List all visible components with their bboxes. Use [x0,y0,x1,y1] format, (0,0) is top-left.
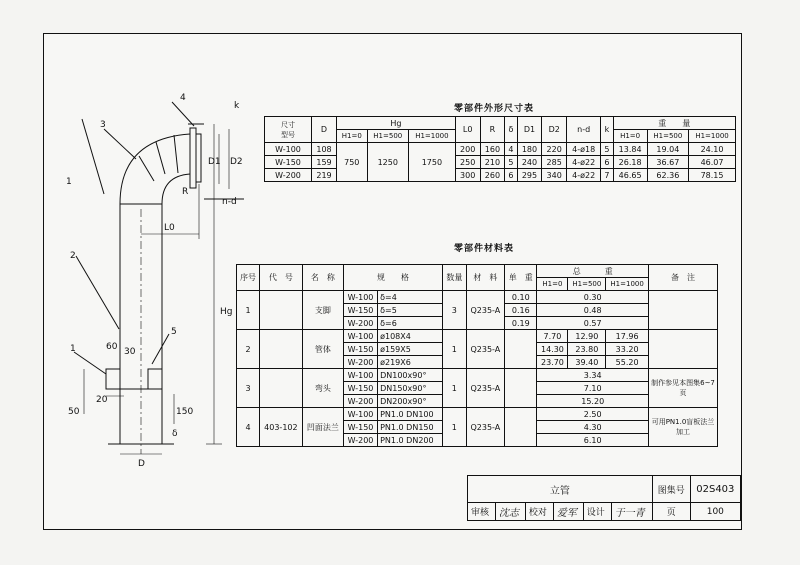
page-label: 页 [652,503,690,521]
drawing-name: 立管 [468,476,653,503]
table1-title: 零部件外形尺寸表 [454,104,535,114]
table-row: W-150 159 250 210 5 240 285 4-ø22 6 26.18 36.67 46.07 [265,156,736,169]
atlas-label: 图集号 [652,476,690,503]
dim-60: 60 [106,342,118,352]
drawing-sheet [43,33,742,530]
table-row: W-200 DN200x90° 15.20 [237,395,718,408]
review-signature: 沈志 [495,503,525,521]
callout-5: 5 [171,327,177,337]
dim-k: k [234,101,240,111]
dim-150: 150 [176,407,194,417]
dim-nd: n-d [222,197,237,207]
callout-1-top: 1 [66,177,72,187]
dim-20: 20 [96,395,108,405]
dim-50: 50 [68,407,80,417]
design-label: 设计 [583,503,611,521]
callout-3: 3 [100,120,106,130]
table2-title: 零部件材料表 [454,244,515,254]
dim-Hg: Hg [220,307,233,317]
table-row: W-200 219 300 260 6 295 340 4-ø22 7 46.65 62.36 78.15 [265,169,736,182]
material-table: 序号 代 号 名 称 规 格 数量 材 料 单 重 总 重 备 注 H1=0 H1=500 H1=1000 1 支脚 W-100 δ=4 3 Q235-A 0.10 0.30 W-150 δ=5 0.16 0.48 W-200 δ=6 0.19 0.57 2 管体 W-100 ø108X4 1 Q235-A 7.70 12.90 17.96 W-150 ø159X5 14.30 23.80 33.20 W-200 ø219X6 23.70 39.40 55.20 3 弯头 W-100 DN100x90° 1 Q235-A 3.34 制作参见本图集6~7页 W-150 DN150x90° 7.10 W-200 DN200x90° 15.20 4 403-102 凹面法兰 W-100 PN1.0 DN100 1 Q235-A 2.50 可用PN1.0盲板法兰加工 W-150 PN1.0 DN150 4.30 W-200 PN1.0 DN200 6.10 [236,264,718,447]
dim-R: R [182,187,189,197]
dimension-table: 尺寸 型号 D Hg L0 R δ D1 D2 n-d k 重 量 H1=0 H1=500 H1=1000 H1=0 H1=500 H1=1000 W-100 108 750 1250 1750 200 160 4 180 220 4-ø18 5 13.84 19.04 24.10 W-150 159 250 210 5 240 285 4-ø22 6 26.18 36.67 46.07 W-200 219 300 260 6 295 340 4-ø22 7 46.65 62.36 78.15 [264,116,736,182]
table-row: W-200 δ=6 0.19 0.57 [237,317,718,330]
dim-D: D [138,459,145,469]
table-row: W-150 δ=5 0.16 0.48 [237,304,718,317]
table-row: W-150 DN150x90° 7.10 [237,382,718,395]
table-row: W-200 ø219X6 23.70 39.40 55.20 [237,356,718,369]
title-block [467,475,741,521]
atlas-number: 02S403 [690,476,740,503]
dim-D1: D1 [208,157,221,167]
table-row: 2 管体 W-100 ø108X4 1 Q235-A 7.70 12.90 17.96 [237,330,718,343]
check-signature: 爱军 [553,503,583,521]
callout-1-bottom: 1 [70,344,76,354]
table-row: W-200 PN1.0 DN200 6.10 [237,434,718,447]
table-row: W-150 PN1.0 DN150 4.30 [237,421,718,434]
dim-30: 30 [124,347,136,357]
callout-4: 4 [180,93,186,103]
callout-2: 2 [70,251,76,261]
check-label: 校对 [525,503,553,521]
table-row: 4 403-102 凹面法兰 W-100 PN1.0 DN100 1 Q235-A 2.50 可用PN1.0盲板法兰加工 [237,408,718,421]
review-label: 审核 [468,503,496,521]
table-row: 1 支脚 W-100 δ=4 3 Q235-A 0.10 0.30 [237,291,718,304]
design-signature: 于一青 [611,503,652,521]
dim-D2: D2 [230,157,243,167]
dim-delta: δ [172,429,178,439]
table-row: 3 弯头 W-100 DN100x90° 1 Q235-A 3.34 制作参见本图集6~7页 [237,369,718,382]
table-row: W-150 ø159X5 14.30 23.80 33.20 [237,343,718,356]
dim-L0: L0 [164,223,175,233]
table-row: W-100 108 750 1250 1750 200 160 4 180 220 4-ø18 5 13.84 19.04 24.10 [265,143,736,156]
page-number: 100 [690,503,740,521]
